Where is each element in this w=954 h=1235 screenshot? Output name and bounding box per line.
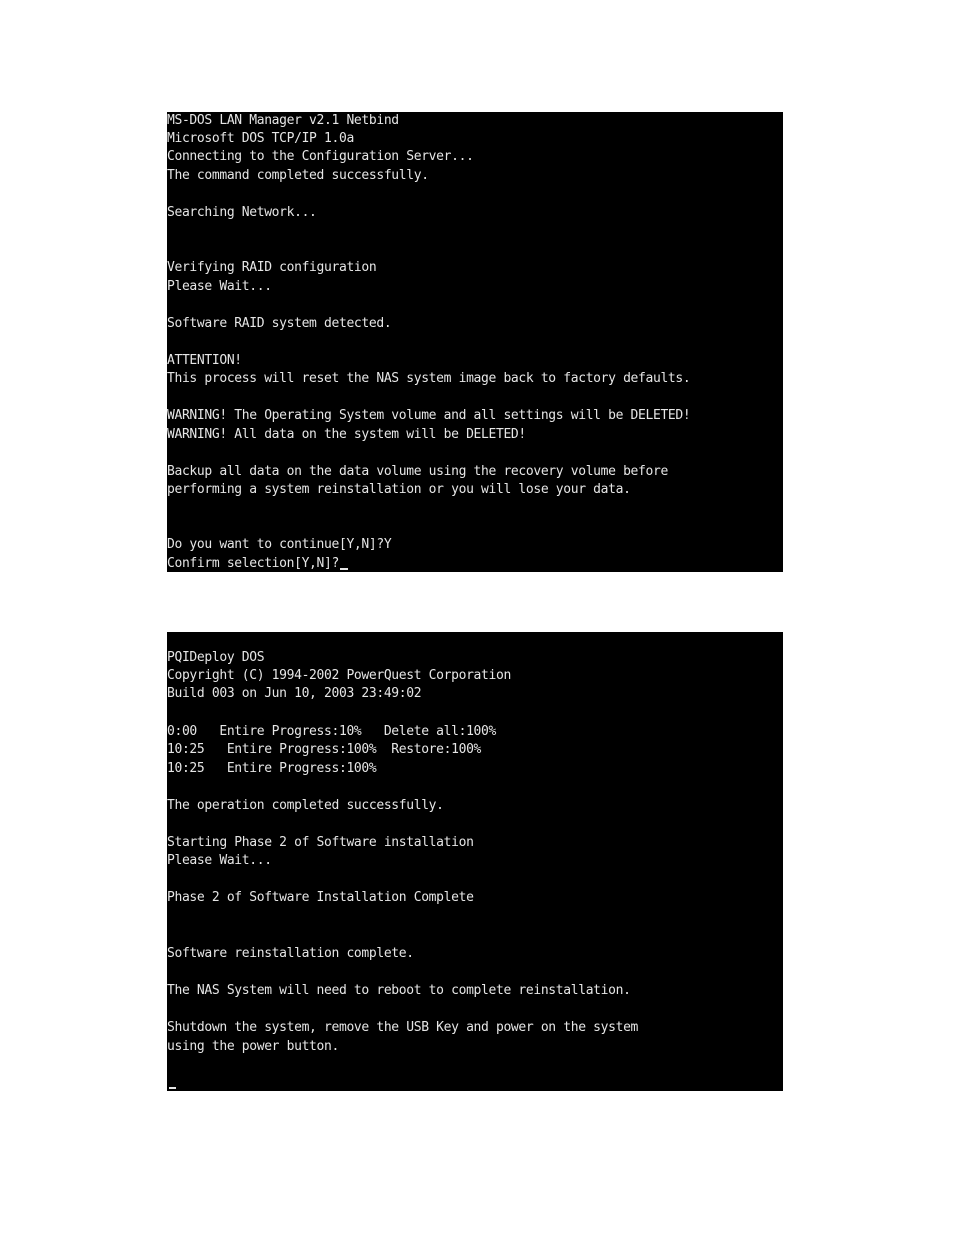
- console-line: Software reinstallation complete.: [167, 946, 414, 961]
- console-line: Copyright (C) 1994-2002 PowerQuest Corporation: [167, 668, 511, 683]
- console-line: Verifying RAID configuration: [167, 260, 377, 275]
- progress-line: 0:00 Entire Progress:10% Delete all:100%: [167, 724, 496, 739]
- console-line: Do you want to continue[Y,N]?Y: [167, 537, 392, 552]
- console-screen-reset-confirmation: [167, 112, 783, 572]
- console-line: Please Wait...: [167, 279, 272, 294]
- confirm-selection-prompt: Confirm selection[Y,N]?: [167, 556, 339, 571]
- console-line: Backup all data on the data volume using the recovery volume before: [167, 464, 668, 479]
- console-line: Microsoft DOS TCP/IP 1.0a: [167, 131, 354, 146]
- console-line: using the power button.: [167, 1039, 339, 1054]
- console-line: PQIDeploy DOS: [167, 650, 265, 665]
- console-line: This process will reset the NAS system image back to factory defaults.: [167, 371, 691, 386]
- progress-line: 10:25 Entire Progress:100%: [167, 761, 377, 776]
- console-line: Starting Phase 2 of Software installation: [167, 835, 474, 850]
- console-line: Build 003 on Jun 10, 2003 23:49:02: [167, 686, 422, 701]
- console-screen-reinstall-complete: [167, 632, 783, 1091]
- console-line: WARNING! All data on the system will be DELETED!: [167, 427, 526, 442]
- console-line: WARNING! The Operating System volume and all settings will be DELETED!: [167, 408, 691, 423]
- console-line: Software RAID system detected.: [167, 316, 392, 331]
- console-prompt-line[interactable]: [167, 555, 348, 572]
- console-line: Phase 2 of Software Installation Complete: [167, 890, 474, 905]
- console-line: The NAS System will need to reboot to complete reinstallation.: [167, 983, 631, 998]
- console-line: Connecting to the Configuration Server...: [167, 149, 474, 164]
- console-line: ATTENTION!: [167, 353, 242, 368]
- text-cursor: [340, 568, 348, 570]
- progress-line: 10:25 Entire Progress:100% Restore:100%: [167, 742, 482, 757]
- console-line: MS-DOS LAN Manager v2.1 Netbind: [167, 113, 399, 128]
- console-line: The operation completed successfully.: [167, 798, 444, 813]
- console-line: performing a system reinstallation or you will lose your data.: [167, 482, 631, 497]
- text-cursor: [169, 1087, 176, 1089]
- console-line: Shutdown the system, remove the USB Key and power on the system: [167, 1020, 639, 1035]
- console-line: Searching Network...: [167, 205, 317, 220]
- console-line: The command completed successfully.: [167, 168, 429, 183]
- console-line: Please Wait...: [167, 853, 272, 868]
